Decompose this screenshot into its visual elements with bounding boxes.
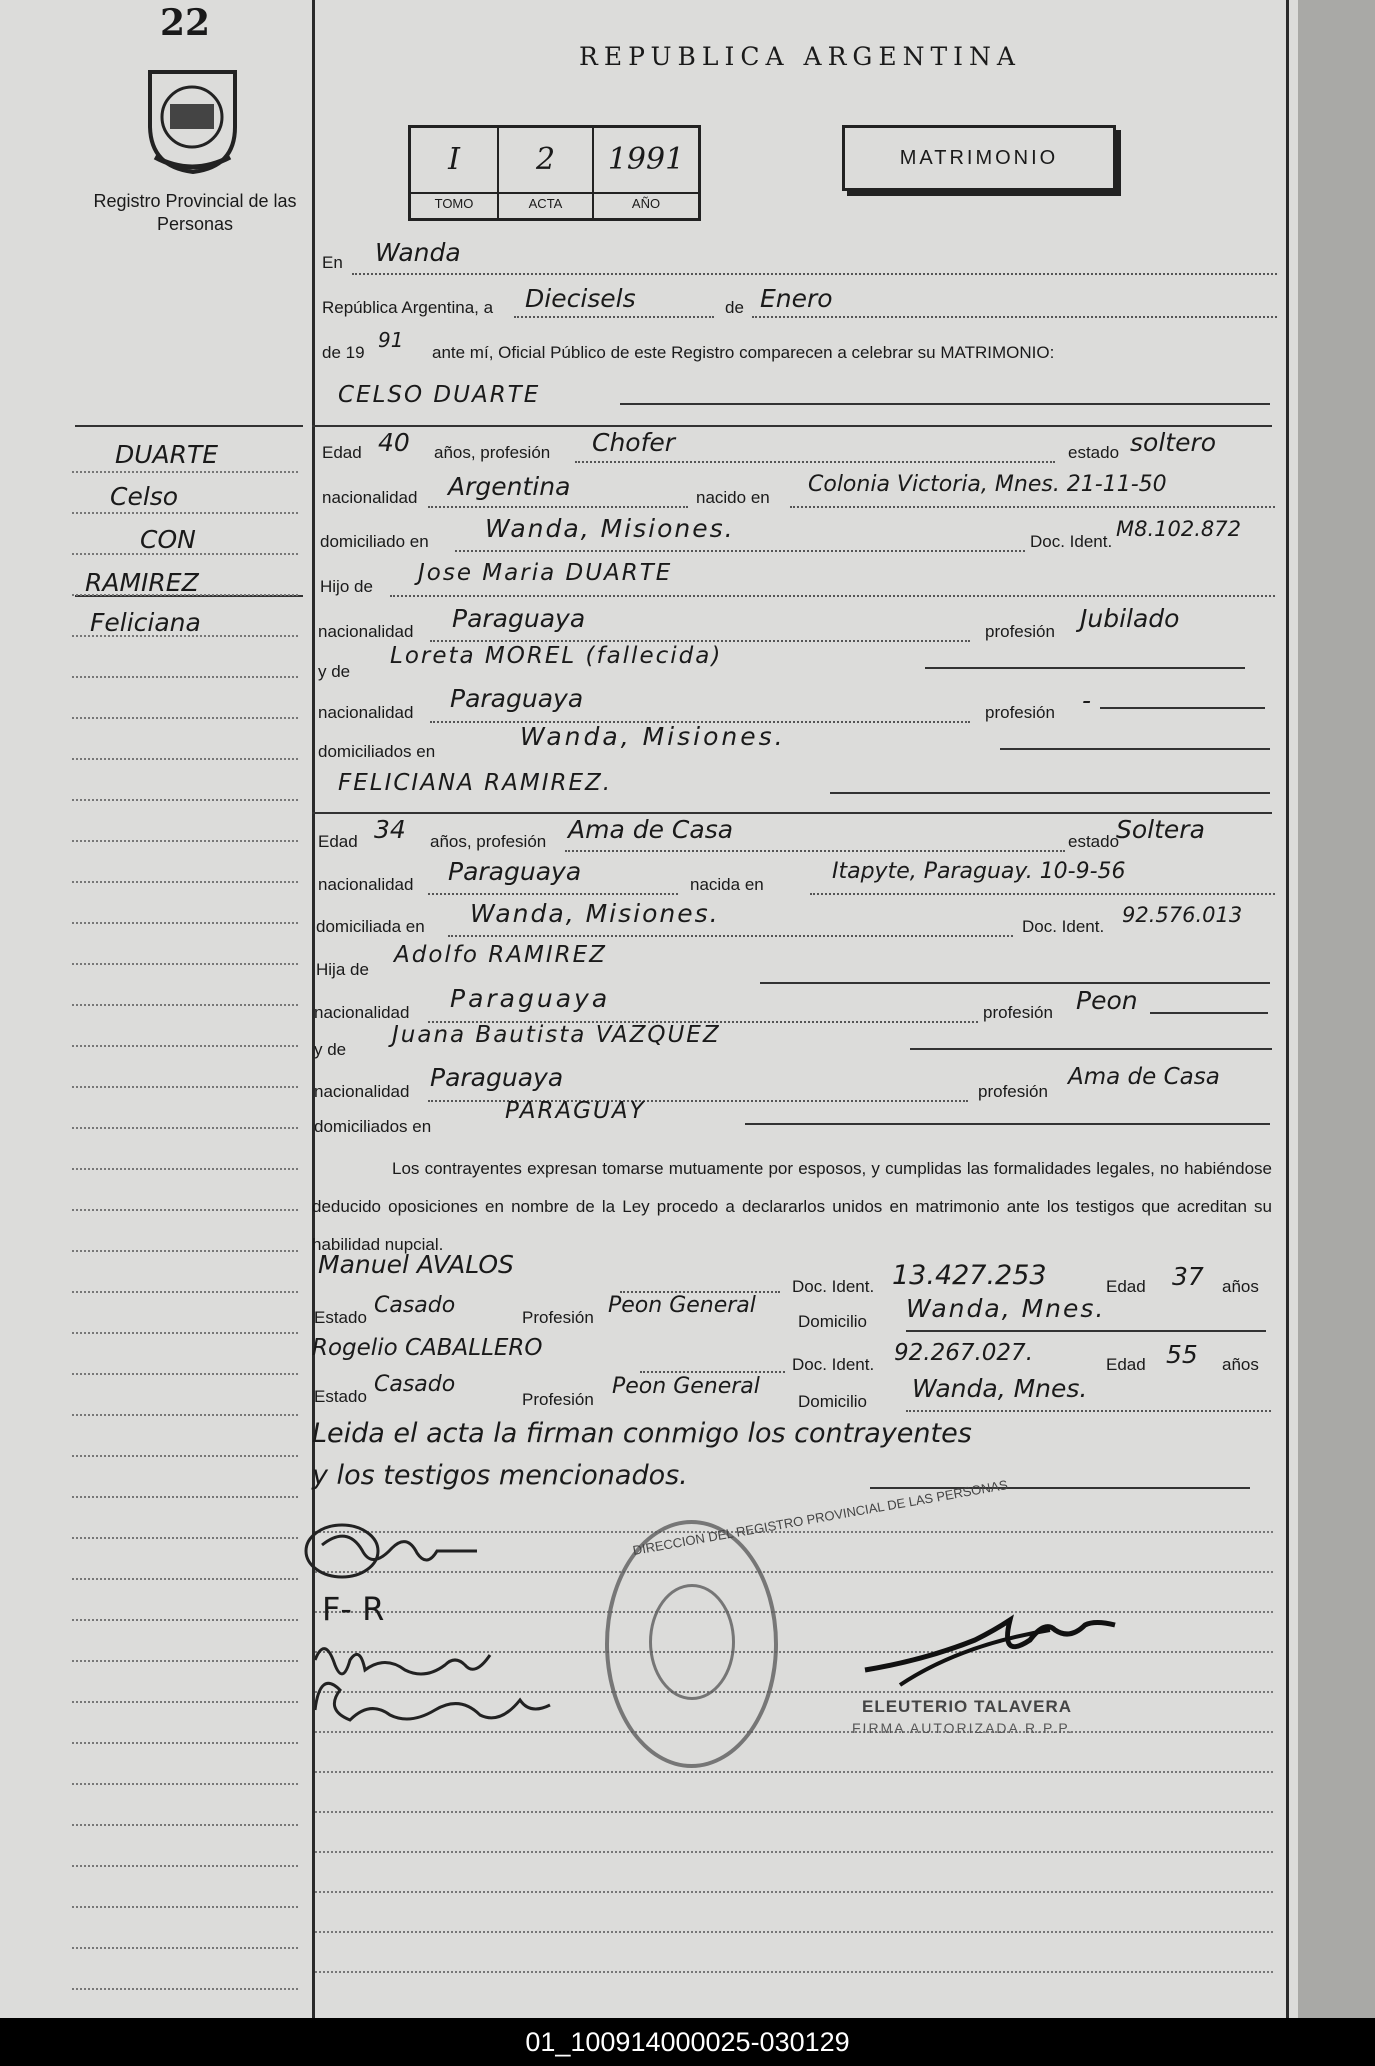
registry-name: Registro Provincial de las Personas — [93, 191, 297, 234]
groom-estado: soltero — [1130, 428, 1217, 457]
line — [575, 460, 1055, 463]
witness-1-name: Manuel AVALOS — [318, 1250, 514, 1279]
margin-ruled-line — [72, 1905, 298, 1908]
page-edge — [1298, 0, 1375, 2018]
groom-madre-prof: - — [1082, 686, 1092, 715]
provincial-seal-icon — [140, 62, 245, 174]
bride-initials-signature: F- R — [322, 1590, 385, 1628]
tomo-value: I — [448, 142, 460, 177]
label-doc: Doc. Ident. — [792, 1355, 875, 1374]
line — [752, 315, 1277, 318]
margin-ruled-line — [72, 880, 298, 883]
label-nacionalidad: nacionalidad — [318, 622, 414, 641]
body-ruled-line — [315, 1810, 1273, 1813]
margin-ruled-line — [72, 1536, 298, 1539]
margin-ruled-line — [72, 1659, 298, 1662]
margin-ruled-line — [72, 1454, 298, 1457]
line — [790, 505, 1275, 508]
record-reference-box — [408, 125, 701, 221]
label-doc: Doc. Ident. — [792, 1277, 875, 1296]
line — [810, 892, 1275, 895]
bride-doc: 92.576.013 — [1122, 903, 1243, 927]
declaration-text: Los contrayentes expresan tomarse mutuamente por esposos, y cumplidas las formalidades legales, no habiéndose deducido oposiciones en nombre de la Ley procedo a declararlos unidos en matrimonio ante los testigos que acreditan su habilidad nupcial. — [312, 1159, 1272, 1254]
margin-ruled-line — [72, 470, 298, 473]
groom-doc: M8.102.872 — [1116, 517, 1241, 541]
official-role: FIRMA AUTORIZADA R.P.P. — [852, 1720, 1074, 1736]
country-title: REPUBLICA ARGENTINA — [579, 42, 1021, 71]
label-estado: estado — [1068, 832, 1120, 851]
line — [906, 1330, 1266, 1332]
bride-nacida-en: Itapyte, Paraguay. 10-9-56 — [832, 859, 1126, 884]
margin-ruled-line — [72, 511, 298, 514]
margin-ruled-line — [72, 1864, 298, 1867]
witness-1-doc: 13.427.253 — [892, 1260, 1047, 1291]
bride-madre: Juana Bautista VAZQUEZ — [392, 1022, 721, 1048]
label-profesion: profesión — [983, 1003, 1053, 1022]
margin-surname-bride: RAMIREZ — [85, 568, 199, 597]
witness-1-domicilio: Wanda, Mnes. — [906, 1294, 1106, 1323]
page-number: 22 — [160, 2, 211, 44]
anio-value: 1991 — [607, 142, 685, 177]
bride-padre-nac: Paraguaya — [450, 984, 611, 1013]
mes-value: Enero — [760, 284, 833, 313]
line — [430, 639, 970, 642]
groom-domicilio: Wanda, Misiones. — [485, 514, 735, 543]
dia-value: Diecisels — [525, 284, 636, 313]
anio-suffix: 91 — [378, 328, 404, 352]
line — [455, 549, 1025, 552]
groom-nacionalidad: Argentina — [448, 472, 571, 501]
margin-ruled-line — [72, 1331, 298, 1334]
line — [910, 1048, 1272, 1050]
margin-ruled-line — [72, 1741, 298, 1744]
label-y-de: y de — [314, 1040, 347, 1059]
margin-ruled-line — [72, 1946, 298, 1949]
margin-name-groom: Celso — [110, 482, 179, 511]
bride-profesion: Ama de Casa — [568, 815, 734, 844]
label-nacionalidad: nacionalidad — [318, 703, 414, 722]
witness-2-edad: 55 — [1166, 1340, 1198, 1369]
line — [312, 425, 1272, 427]
bride-estado: Soltera — [1116, 815, 1205, 844]
line — [428, 892, 678, 895]
bride-name: FELICIANA RAMIREZ. — [338, 770, 613, 796]
official-signature-icon — [860, 1610, 1130, 1700]
label-profesion: profesión — [985, 703, 1055, 722]
closing-line-1: Leida el acta la firman conmigo los contrayentes — [312, 1418, 972, 1449]
label-domiciliados: domiciliados en — [318, 742, 436, 761]
label-profesion: profesión — [978, 1082, 1048, 1101]
margin-con: CON — [140, 525, 196, 554]
label-doc: Doc. Ident. — [1022, 917, 1105, 936]
margin-name-bride: Feliciana — [90, 608, 201, 637]
label-republica: República Argentina, a — [322, 298, 494, 317]
margin-ruled-line — [72, 1167, 298, 1170]
margin-ruled-line — [72, 1003, 298, 1006]
label-profesion: Profesión — [522, 1308, 594, 1327]
witness-1-estado: Casado — [374, 1293, 456, 1318]
line — [640, 1370, 785, 1373]
line — [745, 1123, 1270, 1125]
margin-ruled-line — [72, 1290, 298, 1293]
line — [906, 1409, 1271, 1412]
label-nacionalidad: nacionalidad — [314, 1003, 410, 1022]
line — [390, 594, 1275, 597]
groom-name: CELSO DUARTE — [338, 382, 541, 408]
acta-value: 2 — [535, 142, 556, 177]
tomo-label: TOMO — [411, 192, 497, 211]
line — [352, 272, 1277, 275]
label-anio: de 19 — [322, 343, 365, 362]
label-anios: años — [1222, 1355, 1259, 1374]
witness-1-edad: 37 — [1172, 1262, 1204, 1291]
margin-surname-groom: DUARTE — [115, 440, 219, 469]
label-profesion: años, profesión — [430, 832, 547, 851]
margin-ruled-line — [72, 1126, 298, 1129]
margin-ruled-line — [72, 1044, 298, 1047]
margin-ruled-line — [72, 1618, 298, 1621]
margin-ruled-line — [72, 1823, 298, 1826]
body-ruled-line — [315, 1770, 1273, 1773]
label-en: En — [322, 253, 343, 272]
margin-ruled-line — [72, 921, 298, 924]
margin-ruled-line — [72, 1495, 298, 1498]
line — [428, 505, 688, 508]
line — [830, 792, 1270, 794]
label-domicilio: Domicilio — [798, 1312, 867, 1331]
closing-line-2: y los testigos mencionados. — [312, 1460, 688, 1491]
bride-madre-prof: Ama de Casa — [1068, 1064, 1220, 1090]
groom-padre: Jose Maria DUARTE — [418, 560, 673, 586]
body-ruled-line — [315, 1930, 1273, 1933]
line — [925, 667, 1245, 669]
margin-ruled-line — [72, 757, 298, 760]
witness-2-domicilio: Wanda, Mnes. — [912, 1374, 1088, 1403]
margin-ruled-line — [72, 1413, 298, 1416]
line — [1000, 748, 1270, 750]
bride-edad: 34 — [374, 815, 406, 844]
footer-code: 01_100914000025-030129 — [525, 2027, 850, 2057]
label-de: de — [725, 298, 744, 317]
body-ruled-line — [315, 1970, 1273, 1973]
right-border — [1286, 0, 1289, 2018]
groom-padres-dom: Wanda, Misiones. — [520, 722, 786, 751]
body-ruled-line — [315, 1850, 1273, 1853]
label-nacionalidad: nacionalidad — [314, 1082, 410, 1101]
label-profesion: profesión — [985, 622, 1055, 641]
label-doc: Doc. Ident. — [1030, 532, 1113, 551]
body-ruled-line — [315, 1890, 1273, 1893]
margin-ruled-line — [72, 675, 298, 678]
groom-padre-nac: Paraguaya — [452, 604, 586, 633]
label-nacionalidad: nacionalidad — [322, 488, 418, 507]
line — [1100, 707, 1265, 709]
margin-ruled-line — [72, 798, 298, 801]
label-nacida: nacida en — [690, 875, 764, 894]
margin-rule — [75, 425, 303, 427]
line — [760, 982, 1270, 984]
groom-nacido-en: Colonia Victoria, Mnes. 21-11-50 — [808, 472, 1167, 497]
groom-madre-nac: Paraguaya — [450, 684, 584, 713]
margin-ruled-line — [72, 1372, 298, 1375]
label-domicilio: Domicilio — [798, 1392, 867, 1411]
tomo-cell — [411, 128, 499, 218]
groom-madre: Loreta MOREL (fallecida) — [390, 643, 723, 669]
groom-signature-icon — [302, 1515, 492, 1585]
act-type-box: MATRIMONIO — [842, 125, 1116, 191]
margin-ruled-line — [72, 1208, 298, 1211]
label-edad: Edad — [322, 443, 362, 462]
stamp-text: DIRECCION DEL REGISTRO PROVINCIAL DE LAS PERSONAS — [631, 1477, 1009, 1558]
margin-ruled-line — [72, 962, 298, 965]
label-domiciliada: domiciliada en — [316, 917, 425, 936]
anio-label: AÑO — [594, 192, 698, 211]
witness-2-profesion: Peon General — [612, 1374, 760, 1399]
witness-1-profesion: Peon General — [608, 1293, 756, 1318]
label-profesion: Profesión — [522, 1390, 594, 1409]
bride-padre: Adolfo RAMIREZ — [394, 942, 607, 968]
label-profesion: años, profesión — [434, 443, 551, 462]
bride-nacionalidad: Paraguaya — [448, 857, 582, 886]
line — [312, 812, 1272, 814]
bride-padre-prof: Peon — [1076, 986, 1138, 1015]
witness-signatures-icon — [310, 1630, 580, 1740]
line — [870, 1487, 1250, 1489]
label-edad: Edad — [1106, 1277, 1146, 1296]
line — [620, 403, 1270, 405]
label-anios: años — [1222, 1277, 1259, 1296]
acta-label: ACTA — [499, 192, 592, 211]
label-edad: Edad — [1106, 1355, 1146, 1374]
line — [448, 934, 1013, 937]
line — [565, 849, 1065, 852]
line — [514, 315, 714, 318]
margin-ruled-line — [72, 839, 298, 842]
label-domiciliados: domiciliados en — [314, 1117, 432, 1136]
margin-ruled-line — [72, 1782, 298, 1785]
bride-madre-nac: Paraguaya — [430, 1063, 564, 1092]
margin-ruled-line — [72, 1085, 298, 1088]
label-y-de: y de — [318, 662, 351, 681]
intro-text: ante mí, Oficial Público de este Registro comparecen a celebrar su MATRIMONIO: — [432, 343, 1055, 362]
label-hijo: Hijo de — [320, 577, 373, 596]
acta-cell — [499, 128, 594, 218]
witness-2-doc: 92.267.027. — [894, 1340, 1033, 1366]
margin-ruled-line — [72, 1987, 298, 1990]
margin-ruled-line — [72, 1577, 298, 1580]
label-estado: estado — [1068, 443, 1120, 462]
margin-ruled-line — [72, 1700, 298, 1703]
anio-cell — [594, 128, 698, 218]
label-domiciliado: domiciliado en — [320, 532, 429, 551]
margin-ruled-line — [72, 1249, 298, 1252]
witness-2-name: Rogelio CABALLERO — [312, 1335, 543, 1361]
line — [1150, 1012, 1268, 1014]
label-edad: Edad — [318, 832, 358, 851]
bride-domicilio: Wanda, Misiones. — [470, 899, 720, 928]
groom-padre-prof: Jubilado — [1080, 604, 1180, 633]
witness-2-estado: Casado — [374, 1372, 456, 1397]
label-estado: Estado — [314, 1387, 367, 1406]
registry-stamp — [605, 1520, 778, 1768]
label-estado: Estado — [314, 1308, 367, 1327]
groom-edad: 40 — [378, 428, 410, 457]
lugar-value: Wanda — [375, 238, 461, 267]
label-nacionalidad: nacionalidad — [318, 875, 414, 894]
margin-ruled-line — [72, 716, 298, 719]
bride-padres-dom: PARAGUAY — [505, 1098, 646, 1124]
groom-profesion: Chofer — [592, 428, 676, 457]
label-hija: Hija de — [316, 960, 369, 979]
label-nacido: nacido en — [696, 488, 770, 507]
official-name: ELEUTERIO TALAVERA — [862, 1697, 1073, 1716]
